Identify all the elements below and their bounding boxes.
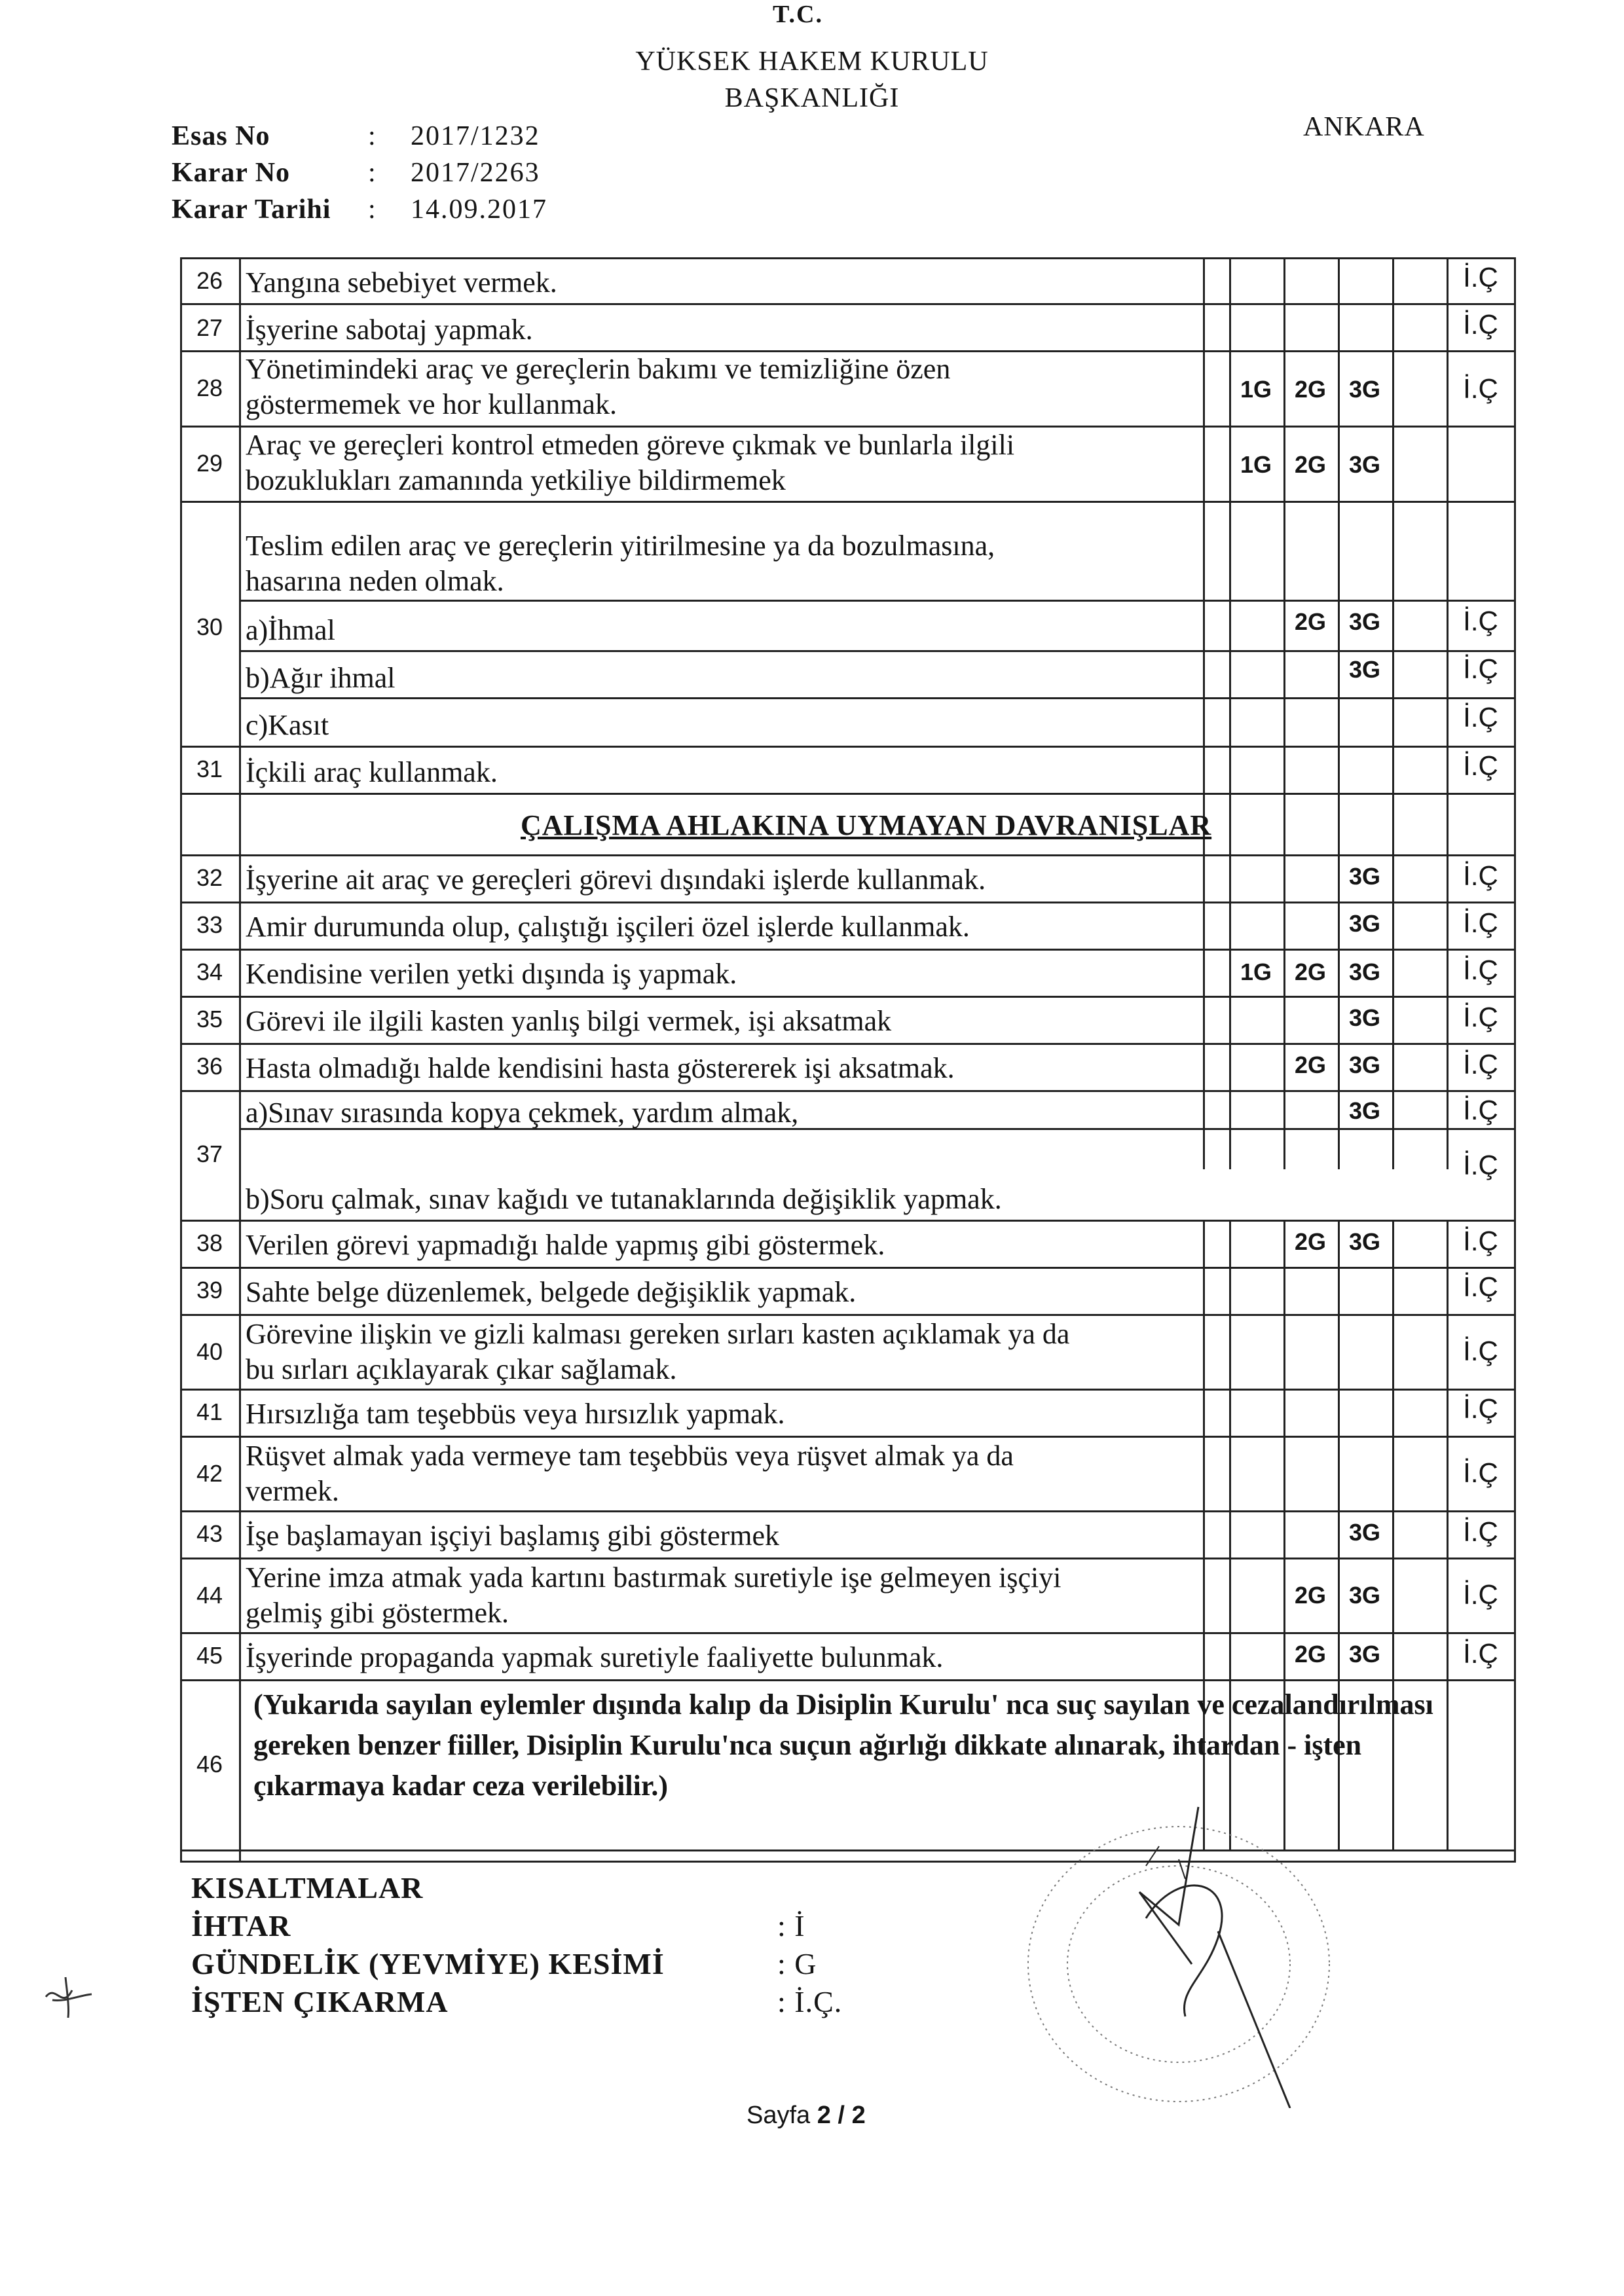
row-number: 42 (196, 1460, 223, 1487)
row-number: 33 (196, 911, 223, 938)
row-description-line2: hasarına neden olmak. (246, 565, 504, 597)
ic-mark: İ.Ç (1463, 1336, 1498, 1366)
row-description-a: a)Sınav sırasında kopya çekmek, yardım almak, (246, 1097, 799, 1129)
abbreviations (191, 1869, 842, 2021)
row-number: 31 (196, 756, 223, 782)
row-description: c)Kasıt (246, 709, 329, 741)
case-meta (172, 118, 547, 228)
row-description-line1: Yönetimindeki araç ve gereçlerin bakımı ve temizliğine özen (246, 353, 951, 385)
abbreviations-title: KISALTMALAR (191, 1871, 424, 1904)
penalty-3g: 3G (1348, 1004, 1381, 1031)
ic-mark: İ.Ç (1463, 373, 1498, 404)
penalty-1g: 1G (1240, 451, 1272, 478)
row-description: Hasta olmadığı halde kendisini hasta göstererek işi aksatmak. (246, 1052, 955, 1084)
meta-value: 14.09.2017 (411, 194, 547, 225)
org-subname: BAŞKANLIĞI (724, 83, 900, 113)
row-description-line2: bu sırları açıklayarak çıkar sağlamak. (246, 1353, 677, 1385)
row-description: Verilen görevi yapmadığı halde yapmış gibi göstermek. (246, 1229, 885, 1261)
row-number: 34 (196, 958, 223, 985)
abbr-term: İHTAR (191, 1909, 291, 1942)
abbr-code: : İ.Ç. (777, 1985, 843, 2018)
meta-label: Karar No (172, 158, 291, 188)
row-description: Yangına sebebiyet vermek. (246, 266, 557, 299)
row-number: 39 (196, 1277, 223, 1303)
meta-value: 2017/2263 (411, 158, 540, 188)
penalty-3g: 3G (1348, 1582, 1381, 1609)
ic-mark: İ.Ç (1463, 653, 1498, 684)
ic-mark: İ.Ç (1463, 1638, 1498, 1669)
penalty-3g: 3G (1348, 1519, 1381, 1546)
row-description-line2: vermek. (246, 1475, 339, 1507)
penalty-3g: 3G (1348, 1097, 1381, 1124)
penalty-1g: 1G (1240, 376, 1272, 403)
ic-mark: İ.Ç (1463, 1579, 1498, 1610)
penalty-2g: 2G (1294, 1051, 1327, 1078)
header-city: ANKARA (1303, 112, 1425, 142)
row-number: 40 (196, 1338, 223, 1365)
row-description-line1: Teslim edilen araç ve gereçlerin yitirilmesine ya da bozulmasına, (246, 530, 995, 562)
row-description: İşyerinde propaganda yapmak suretiyle faaliyette bulunmak. (246, 1641, 944, 1673)
row-note: (Yukarıda sayılan eylemler dışında kalıp da Disiplin Kurulu' nca suç sayılan ve cezalandırılması gereken benzer fiiller, Disiplin Kurulu'nca suçun ağırlığı dikkate alınarak, ihtardan - işten çıkarmaya kadar ceza verilebilir.) (253, 1688, 1433, 1802)
org-name: YÜKSEK HAKEM KURULU (635, 46, 989, 77)
row-description: Kendisine verilen yetki dışında iş yapmak. (246, 958, 737, 990)
row-description-line1: Rüşvet almak yada vermeye tam teşebbüs veya rüşvet almak ya da (246, 1440, 1014, 1472)
row-number: 32 (196, 864, 223, 891)
ic-mark: İ.Ç (1463, 606, 1498, 636)
meta-row-tarih (172, 191, 547, 228)
penalty-3g: 3G (1348, 1051, 1381, 1078)
row-number: 45 (196, 1642, 223, 1669)
header-tc: T.C. (773, 1, 823, 28)
ic-mark: İ.Ç (1463, 1516, 1498, 1547)
row-description-line1: Yerine imza atmak yada kartını bastırmak suretiyle işe gelmeyen işçiyi (246, 1561, 1061, 1594)
row-description: b)Ağır ihmal (246, 662, 396, 694)
row-number: 35 (196, 1006, 223, 1032)
ic-mark: İ.Ç (1463, 702, 1498, 733)
row-number: 36 (196, 1053, 223, 1080)
ic-mark: İ.Ç (1463, 750, 1498, 781)
abbr-item (191, 1945, 842, 1983)
row-description-line1: Görevine ilişkin ve gizli kalması gereken sırları kasten açıklamak ya da (246, 1318, 1070, 1350)
signature-stamp-icon (982, 1768, 1401, 2108)
row-description-line1: Araç ve gereçleri kontrol etmeden göreve çıkmak ve bunlarla ilgili (246, 429, 1015, 461)
penalty-3g: 3G (1348, 958, 1381, 985)
ic-mark: İ.Ç (1463, 1226, 1498, 1256)
penalty-3g: 3G (1348, 910, 1381, 937)
abbr-term: GÜNDELİK (YEVMİYE) KESİMİ (191, 1947, 665, 1980)
row-description: İşyerine ait araç ve gereçleri görevi dışındaki işlerde kullanmak. (246, 864, 986, 896)
row-description: İşyerine sabotaj yapmak. (246, 314, 533, 346)
penalty-1g: 1G (1240, 958, 1272, 985)
meta-label: Karar Tarihi (172, 194, 331, 225)
row-number: 30 (196, 613, 223, 640)
penalty-3g: 3G (1348, 1228, 1381, 1255)
ic-mark: İ.Ç (1463, 860, 1498, 891)
ic-mark: İ.Ç (1463, 1457, 1498, 1488)
row-description-b: b)Soru çalmak, sınav kağıdı ve tutanaklarında değişiklik yapmak. (246, 1183, 1002, 1215)
row-number: 41 (196, 1398, 223, 1425)
ic-mark: İ.Ç (1463, 955, 1498, 985)
page-prefix: Sayfa (747, 2102, 817, 2129)
row-description: Hırsızlığa tam teşebbüs veya hırsızlık yapmak. (246, 1398, 785, 1430)
section-heading: ÇALIŞMA AHLAKINA UYMAYAN DAVRANIŞLAR (521, 809, 1212, 841)
penalty-3g: 3G (1348, 656, 1381, 683)
penalty-2g: 2G (1294, 608, 1327, 635)
row-number: 26 (196, 267, 223, 294)
ic-mark: İ.Ç (1463, 1095, 1498, 1125)
row-number: 38 (196, 1230, 223, 1256)
row-description: Görevi ile ilgili kasten yanlış bilgi vermek, işi aksatmak (246, 1005, 892, 1037)
meta-value: 2017/1232 (411, 121, 540, 151)
penalty-3g: 3G (1348, 863, 1381, 890)
abbr-code: : İ (777, 1909, 805, 1942)
abbr-item (191, 1983, 842, 2021)
meta-separator: : (368, 194, 376, 225)
ic-mark: İ.Ç (1463, 1271, 1498, 1302)
ic-mark: İ.Ç (1463, 907, 1498, 938)
penalty-2g: 2G (1294, 958, 1327, 985)
penalty-2g: 2G (1294, 1228, 1327, 1255)
penalty-2g: 2G (1294, 1641, 1327, 1667)
meta-label: Esas No (172, 121, 270, 151)
penalty-2g: 2G (1294, 451, 1327, 478)
page-number (747, 2102, 866, 2130)
ic-mark: İ.Ç (1463, 262, 1498, 293)
penalty-3g: 3G (1348, 451, 1381, 478)
meta-separator: : (368, 121, 376, 151)
ic-mark: İ.Ç (1463, 1393, 1498, 1424)
row-description: a)İhmal (246, 614, 335, 646)
abbr-item (191, 1907, 842, 1945)
abbr-code: : G (777, 1947, 817, 1980)
row-number: 29 (196, 450, 223, 477)
row-number: 28 (196, 374, 223, 401)
page-total: 2 (851, 2102, 866, 2129)
row-description-line2: göstermemek ve hor kullanmak. (246, 388, 617, 420)
penalty-3g: 3G (1348, 376, 1381, 403)
abbr-term: İŞTEN ÇIKARMA (191, 1985, 449, 2018)
row-description-line2: bozuklukları zamanında yetkiliye bildirmemek (246, 464, 786, 496)
row-number: 43 (196, 1520, 223, 1547)
row-description: İçkili araç kullanmak. (246, 756, 498, 788)
meta-row-karar (172, 155, 547, 191)
penalty-2g: 2G (1294, 376, 1327, 403)
ic-mark: İ.Ç (1463, 1002, 1498, 1032)
row-description: İşe başlamayan işçiyi başlamış gibi göstermek (246, 1520, 780, 1552)
penalty-3g: 3G (1348, 608, 1381, 635)
ic-mark: İ.Ç (1463, 1049, 1498, 1080)
discipline-table (180, 257, 1516, 1863)
page-current: 2 (817, 2102, 831, 2129)
penalty-2g: 2G (1294, 1582, 1327, 1609)
penalty-3g: 3G (1348, 1641, 1381, 1667)
handwritten-initial-icon (39, 1971, 98, 2023)
meta-separator: : (368, 158, 376, 188)
row-number: 46 (196, 1751, 223, 1777)
row-number: 44 (196, 1582, 223, 1609)
row-number: 37 (196, 1140, 223, 1167)
meta-row-esas (172, 118, 547, 155)
ic-mark: İ.Ç (1463, 1150, 1498, 1180)
ic-mark: İ.Ç (1463, 309, 1498, 340)
row-description: Amir durumunda olup, çalıştığı işçileri özel işlerde kullanmak. (246, 911, 970, 943)
row-description-line2: gelmiş gibi göstermek. (246, 1597, 509, 1629)
header-organization (589, 43, 1035, 117)
row-description: Sahte belge düzenlemek, belgede değişiklik yapmak. (246, 1276, 857, 1308)
row-number: 27 (196, 314, 223, 341)
page-separator: / (830, 2102, 852, 2129)
